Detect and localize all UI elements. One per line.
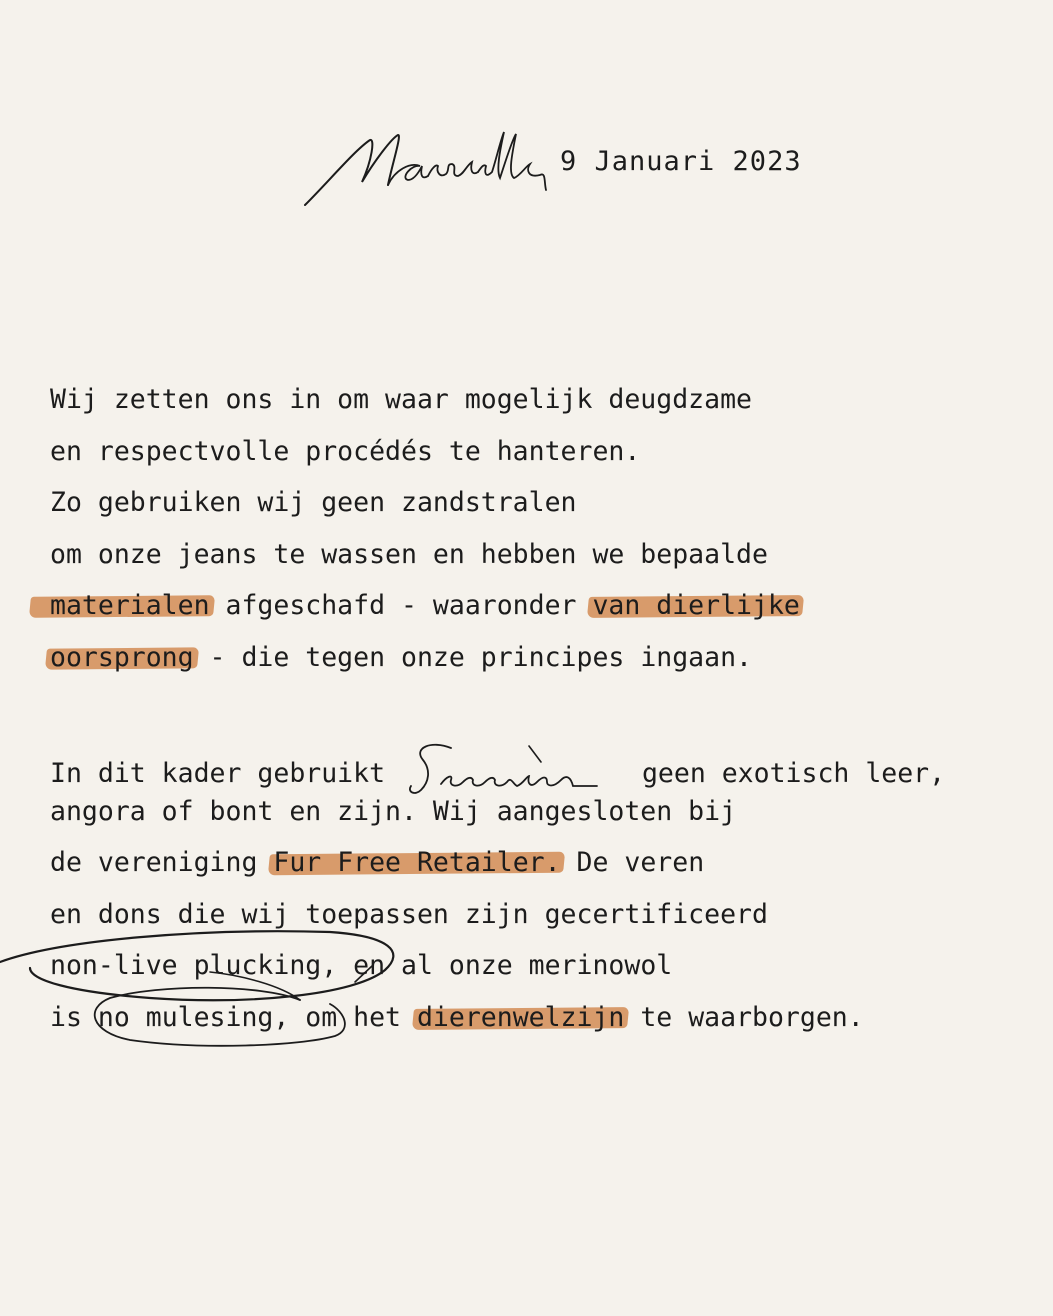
text-fragment: afgeschafd - waaronder	[209, 590, 593, 621]
circled-no-mulesing: no mulesing,	[97, 1001, 290, 1033]
text-fragment: geen exotisch leer,	[626, 758, 946, 789]
text-line: en respectvolle procédés te hanteren.	[50, 435, 641, 467]
text-fragment: en al onze merinowol	[337, 950, 673, 981]
highlight-fur-free-retailer: Fur Free Retailer.	[273, 847, 561, 878]
text-fragment: De veren	[560, 847, 705, 878]
text-line: om onze jeans te wassen en hebben we bepaalde	[50, 538, 768, 570]
text-fragment: is	[50, 1001, 98, 1033]
text-line: en dons die wij toepassen zijn gecertificeerd	[50, 898, 768, 930]
highlight-van-dierlijke: van dierlijke	[592, 590, 800, 621]
text-line	[50, 740, 1050, 792]
text-fragment: te waarborgen.	[624, 1001, 864, 1033]
highlight-oorsprong: oorsprong	[50, 641, 194, 673]
text-line: Zo gebruiken wij geen zandstralen	[50, 487, 577, 518]
text-line: Wij zetten ons in om waar mogelijk deugdzame	[50, 384, 752, 415]
circled-non-live-plucking: non-live plucking,	[50, 950, 338, 981]
text-line	[50, 998, 1050, 1050]
text-fragment: de vereniging	[50, 847, 274, 878]
text-line	[50, 638, 1050, 690]
text-line	[50, 843, 1050, 895]
text-line	[50, 946, 1050, 998]
text-line: angora of bont en zijn. Wij aangesloten bij	[50, 795, 737, 827]
text-fragment: In dit kader gebruikt	[50, 758, 401, 789]
text-line	[50, 586, 1050, 638]
highlight-dierenwelzijn: dierenwelzijn	[416, 1001, 625, 1033]
highlight-materialen: materialen	[50, 590, 210, 621]
text-fragment: - die tegen onze principes ingaan.	[193, 641, 752, 673]
paragraph-1	[50, 380, 1050, 689]
city-signature	[300, 120, 560, 220]
date-text: 9 Januari 2023	[560, 146, 802, 177]
text-fragment: om het	[289, 1001, 417, 1033]
paragraph-2	[50, 740, 1050, 1049]
